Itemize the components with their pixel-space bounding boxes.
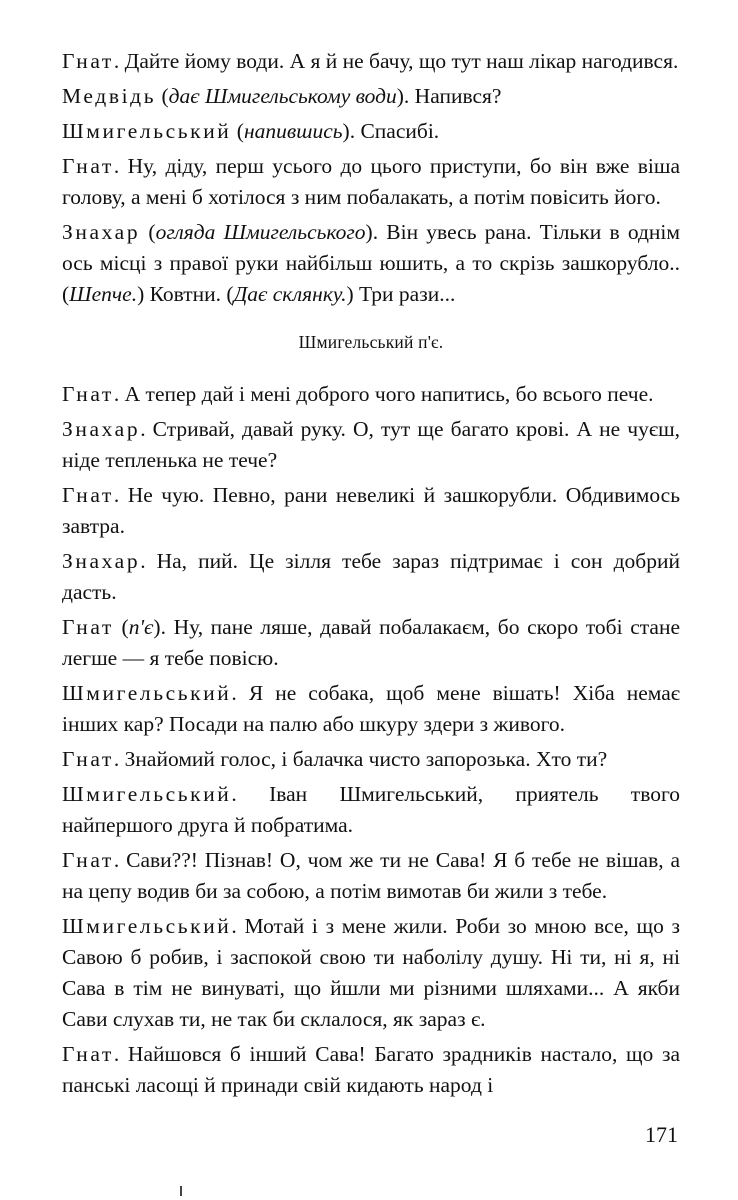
dialogue-text: ( [156, 84, 169, 108]
dialogue-text: . Іван Шмигельський, приятель твого найпершого друга й побратима. [62, 782, 680, 837]
dialogue-text: . Ну, діду, перш усього до цього приступи, бо він вже віша голову, а мені б хотілося з ним побалакать, а потім повісить його. [62, 154, 680, 209]
speaker-name: Медвідь [62, 84, 157, 108]
dialogue-block-bottom [62, 379, 680, 1101]
speaker-name: Шмигельський [62, 681, 232, 705]
dialogue-paragraph [62, 911, 680, 1035]
dialogue-text: . Сави??! Пізнав! О, чом же ти не Сава! Я б тебе не вішав, а на цепу водив би за собою, а потім вимотав би жили з тебе. [62, 848, 680, 903]
dialogue-paragraph [62, 845, 680, 907]
stage-remark: п'є [128, 615, 154, 639]
dialogue-text: ). Напився? [396, 84, 502, 108]
stage-remark: Дає склянку. [233, 282, 347, 306]
dialogue-paragraph [62, 744, 680, 775]
dialogue-block-top [62, 46, 680, 310]
stage-remark: дає Шмигельському води [168, 84, 397, 108]
speaker-name: Гнат [62, 848, 114, 872]
dialogue-paragraph [62, 46, 680, 77]
dialogue-text: ) Три рази... [346, 282, 456, 306]
dialogue-text: . Найшовся б інший Сава! Багато зрадників настало, що за панські ласощі й принади свій кидають народ і [62, 1042, 680, 1097]
dialogue-text: ). Ну, пане ляше, давай побалакаєм, бо скоро тобі стане легше — я тебе повісю. [62, 615, 680, 670]
dialogue-paragraph [62, 779, 680, 841]
dialogue-text: . Стривай, давай руку. О, тут ще багато крові. А не чуєш, ніде тепленька не тече? [62, 417, 680, 472]
dialogue-text: ( [113, 615, 129, 639]
dialogue-paragraph [62, 612, 680, 674]
dialogue-text: ). Він увесь рана. Тільки в однім ось місці з правої руки найбільш юшить, а то скрізь зашкорубло.. ( [62, 220, 680, 306]
dialogue-paragraph [62, 217, 680, 310]
dialogue-text: ( [231, 119, 244, 143]
dialogue-paragraph [62, 414, 680, 476]
speaker-name: Шмигельський [62, 119, 232, 143]
dialogue-text: . А тепер дай і мені доброго чого напитись, бо всього пече. [113, 382, 654, 406]
dialogue-paragraph [62, 379, 680, 410]
dialogue-text: ). Спасибі. [342, 119, 440, 143]
dialogue-paragraph [62, 546, 680, 608]
dialogue-paragraph [62, 1039, 680, 1101]
speaker-name: Гнат [62, 382, 114, 406]
dialogue-paragraph [62, 116, 680, 147]
dialogue-text: . Знайомий голос, і балачка чисто запорозька. Хто ти? [113, 747, 608, 771]
speaker-name: Гнат [62, 154, 114, 178]
speaker-name: Знахар [62, 220, 141, 244]
speaker-name: Гнат [62, 615, 114, 639]
stage-direction: Шмигельський п'є. [298, 332, 444, 352]
speaker-name: Знахар [62, 549, 141, 573]
dialogue-text: . Я не собака, щоб мене вішать! Хіба немає інших кар? Посади на палю або шкуру здери з живого. [62, 681, 680, 736]
dialogue-text: ) Ковтни. ( [137, 282, 234, 306]
speaker-name: Гнат [62, 49, 114, 73]
dialogue-paragraph [62, 81, 680, 112]
page-number: 171 [645, 1122, 678, 1147]
dialogue-paragraph [62, 151, 680, 213]
speaker-name: Гнат [62, 483, 114, 507]
dialogue-text: . Мотай і з мене жили. Роби зо мною все, що з Савою б робив, і заспокой свою ти наболілу душу. Ні ти, ні я, ні Сава в тім не винуваті, що йшли ми різними шляхами... А якби Сави слухав ти, не так би склалося, як зараз є. [62, 914, 680, 1031]
speaker-name: Гнат [62, 1042, 114, 1066]
stage-remark: Шепче. [69, 282, 138, 306]
print-mark [180, 1186, 182, 1196]
speaker-name: Знахар [62, 417, 141, 441]
speaker-name: Шмигельський [62, 782, 232, 806]
dialogue-text: . На, пий. Це зілля тебе зараз підтримає і сон добрий дасть. [62, 549, 680, 604]
dialogue-text: . Не чую. Певно, рани невеликі й зашкорубли. Обдивимось завтра. [62, 483, 680, 538]
stage-remark: огляда Шмигельського [155, 220, 366, 244]
dialogue-text: ( [140, 220, 156, 244]
dialogue-paragraph [62, 678, 680, 740]
speaker-name: Шмигельський [62, 914, 232, 938]
dialogue-text: . Дайте йому води. А я й не бачу, що тут наш лікар нагодився. [113, 49, 679, 73]
speaker-name: Гнат [62, 747, 114, 771]
stage-remark: напившись [243, 119, 343, 143]
dialogue-paragraph [62, 480, 680, 542]
